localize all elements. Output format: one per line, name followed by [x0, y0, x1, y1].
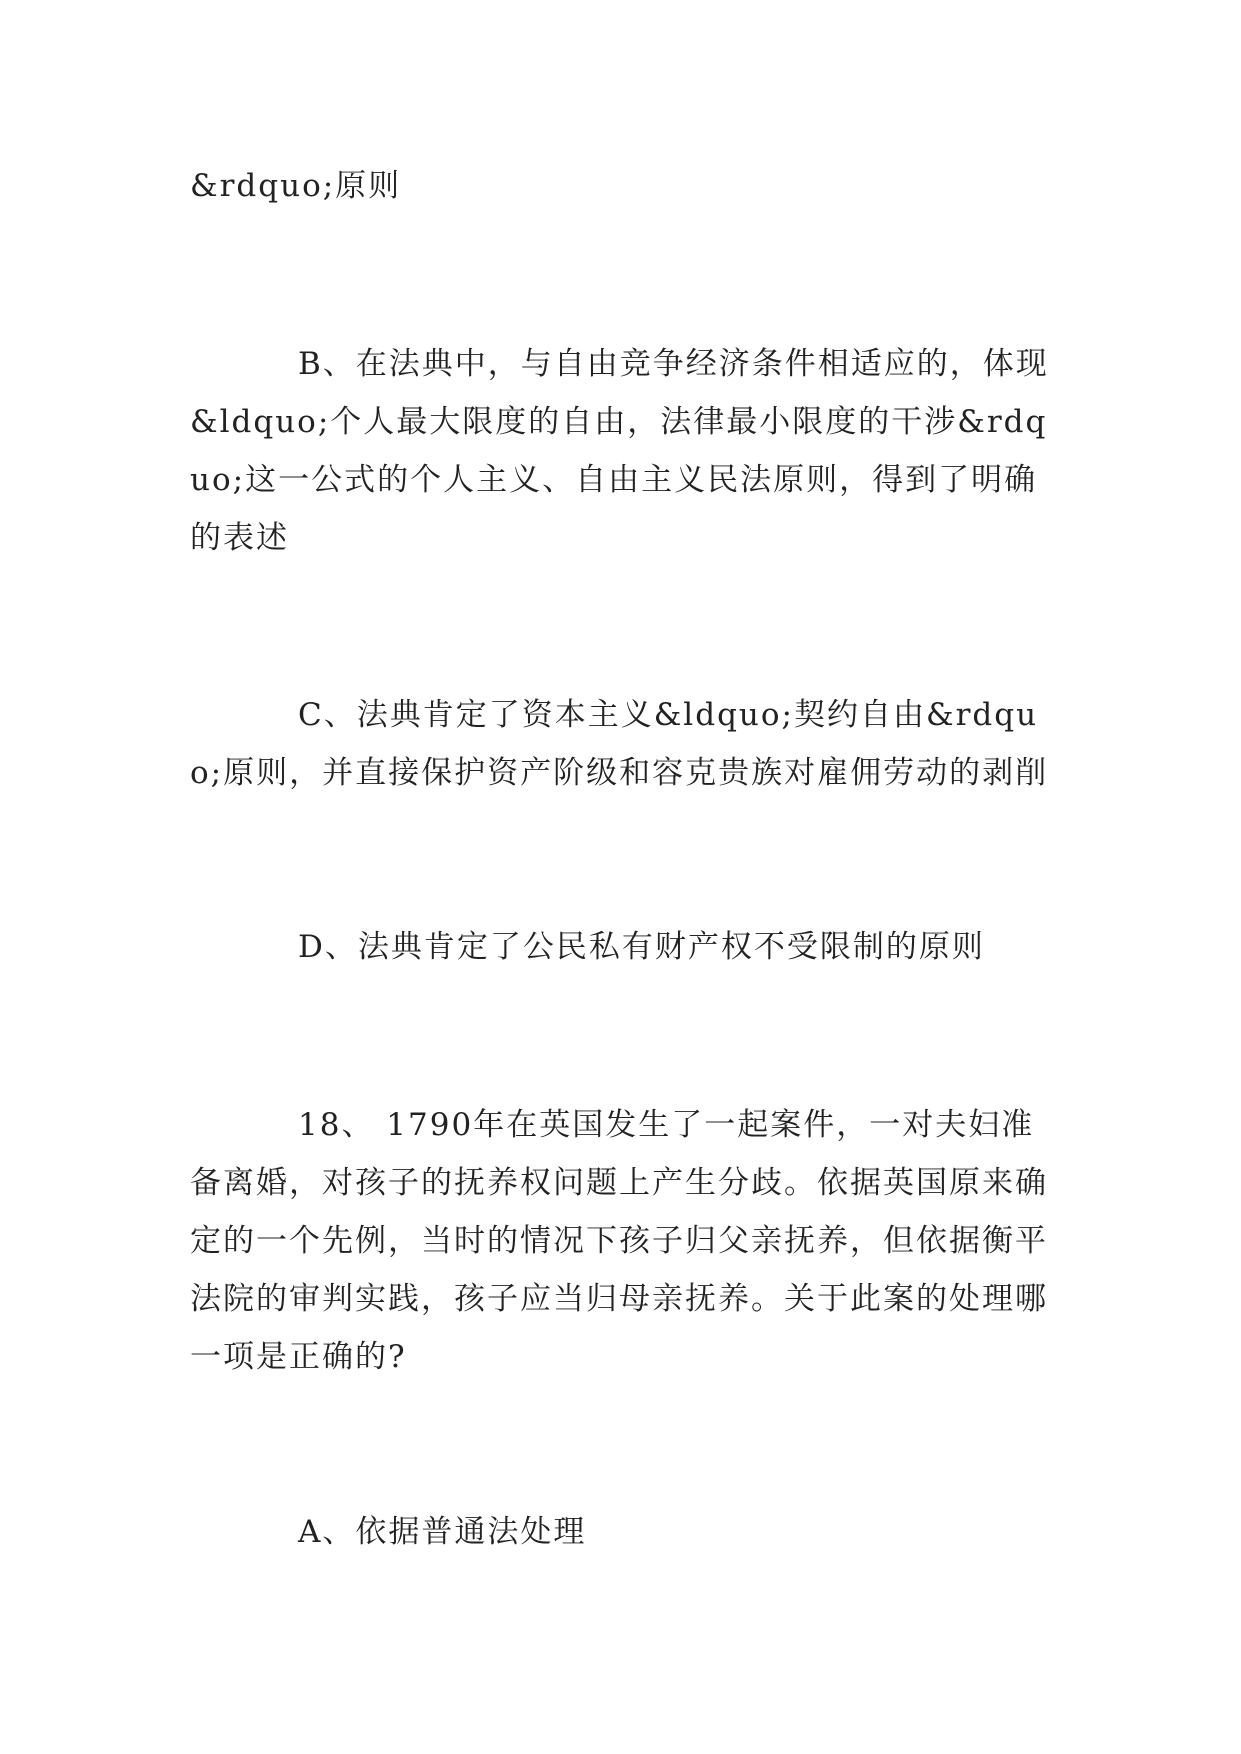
option-c: C、法典肯定了资本主义&ldquo;契约自由&rdquo;原则，并直接保护资产阶级和容克贵族对雇佣劳动的剥削 — [190, 697, 1049, 791]
paragraph-continuation: &rdquo;原则 — [190, 168, 402, 204]
option-b: B、在法典中，与自由竞争经济条件相适应的，体现&ldquo;个人最大限度的自由，法律最小限度的干涉&rdquo;这一公式的个人主义、自由主义民法原则，得到了明确的表述 — [190, 346, 1049, 556]
option-d: D、法典肯定了公民私有财产权不受限制的原则 — [298, 929, 985, 965]
question-18: 18、 1790年在英国发生了一起案件，一对夫妇准备离婚，对孩子的抚养权问题上产生分歧。依据英国原来确定的一个先例，当时的情况下孩子归父亲抚养，但依据衡平法院的审判实践，孩子应当归母亲抚养。关于此案的处理哪一项是正确的? — [190, 1107, 1048, 1375]
option-a: A、依据普通法处理 — [298, 1514, 587, 1550]
